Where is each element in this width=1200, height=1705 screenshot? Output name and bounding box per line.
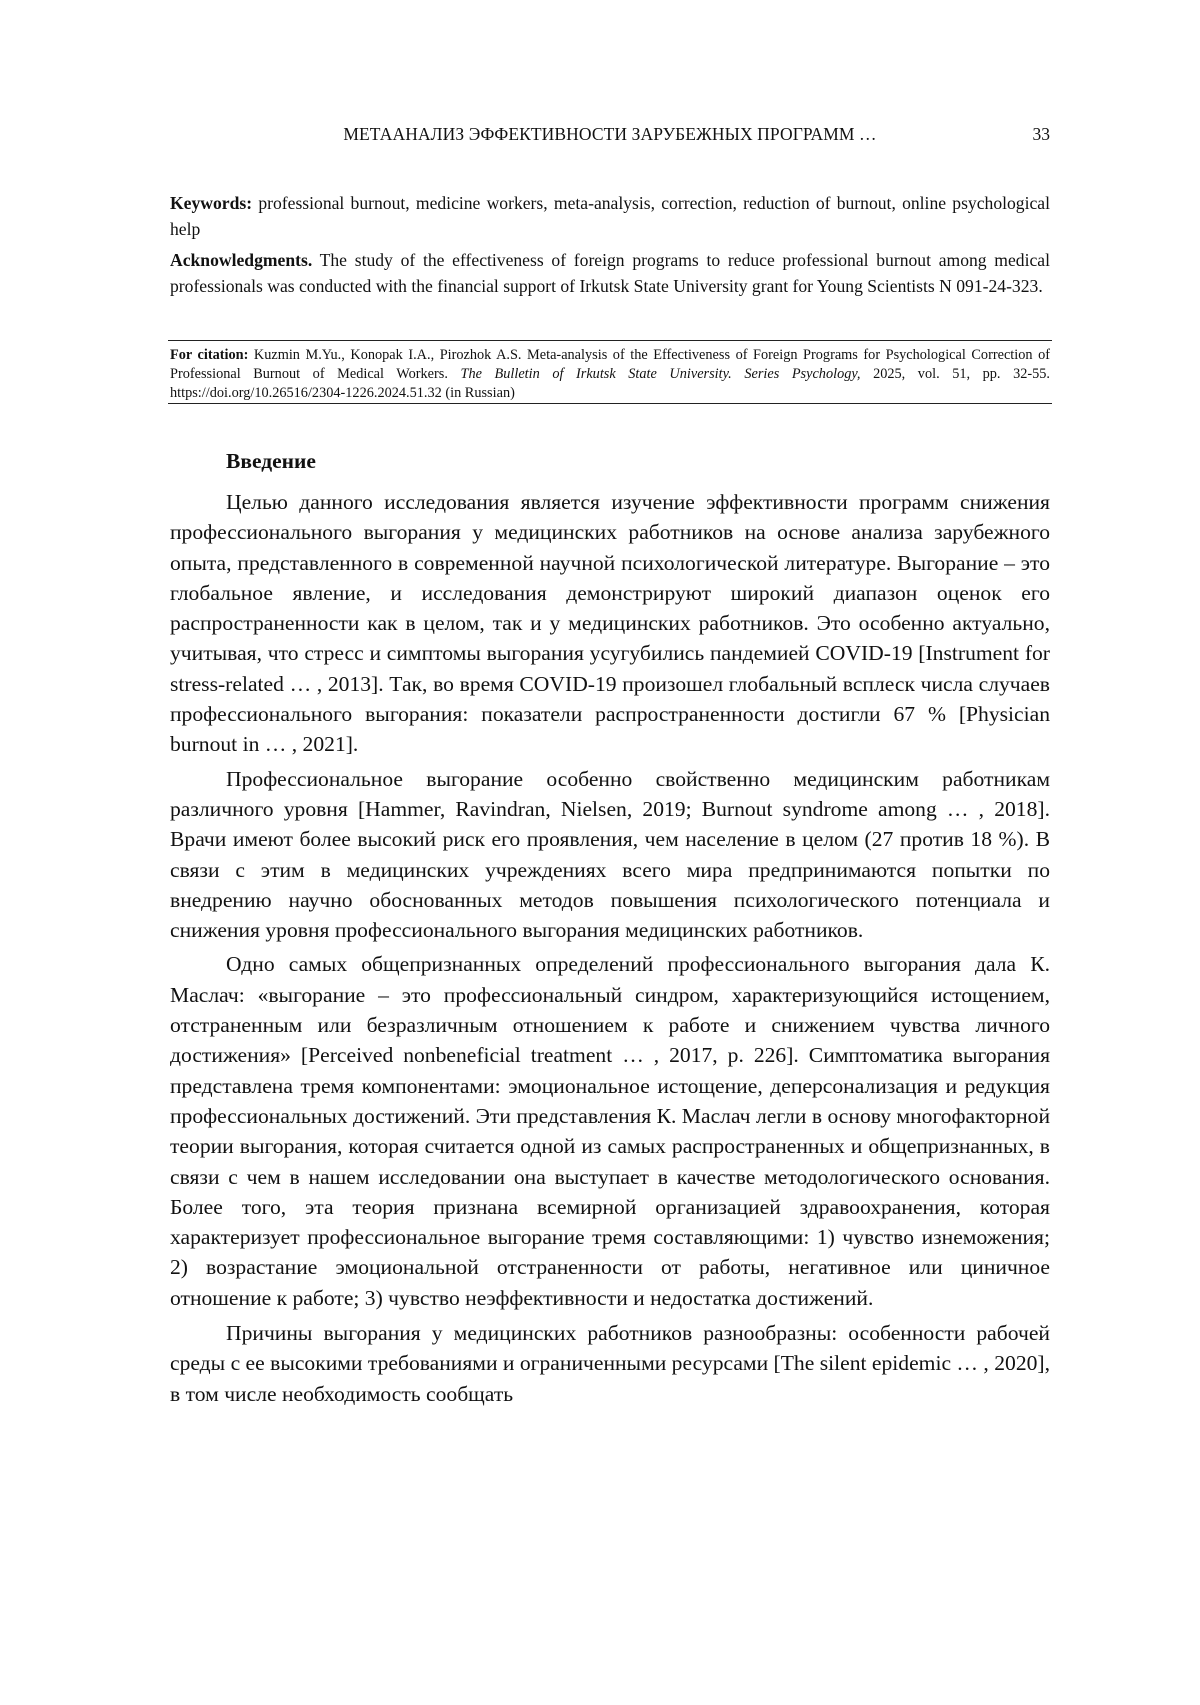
citation-text — [170, 346, 1050, 402]
running-title: МЕТААНАЛИЗ ЭФФЕКТИВНОСТИ ЗАРУБЕЖНЫХ ПРОГРАММ … — [343, 124, 877, 144]
paragraph: Целью данного исследования является изучение эффективности программ снижения профессионального выгорания у медицинских работников на основе анализа зарубежного опыта, представленного в современной научной психологической литературе. Выгорание – это глобальное явление, и исследования демонстрируют широкий диапазон оценок его распространенности как в целом, так и у медицинских работников. Это особенно актуально, учитывая, что стресс и симптомы выгорания усугубились пандемией COVID-19 [Instrument for stress-related … , 2013]. Так, во время COVID-19 произошел глобальный всплеск числа случаев профессионального выгорания: показатели распространенности достигли 67 % [Physician burnout in … , 2021]. — [170, 490, 1050, 757]
acknowledgments-block — [170, 248, 1050, 299]
citation-journal: The Bulletin of Irkutsk State University. Series Psychology, — [460, 365, 861, 382]
paragraph: Причины выгорания у медицинских работников разнообразны: особенности рабочей среды с ее высокими требованиями и ограниченными ресурсами [The silent epidemic … , 2020], в том числе необходимость сообщать — [170, 1321, 1050, 1406]
keywords-text: professional burnout, medicine workers, meta-analysis, correction, reduction of burnout, online psychological help — [170, 193, 1050, 239]
paragraph: Одно самых общепризнанных определений профессионального выгорания дала К. Маслач: «выгорание – это профессиональный синдром, характеризующийся истощением, отстраненным или безразличным отношением к работе и снижением чувства личного достижения» [Perceived nonbeneficial treatment … , 2017, p. 226]. Симптоматика выгорания представлена тремя компонентами: эмоциональное истощение, деперсонализация и редукция профессиональных достижений. Эти представления К. Маслач легли в основу многофакторной теории выгорания, которая считается одной из самых распространенных и общепризнанных, в связи с чем в нашем исследовании она выступает в качестве методологического основания. Более того, эта теория признана всемирной организацией здравоохранения, которая характеризует профессиональное выгорание тремя составляющими: 1) чувство изнеможения; 2) возрастание эмоциональной отстраненности от работы, негативное или циничное отношение к работе; 3) чувство неэффективности и недостатка достижений. — [170, 952, 1050, 1310]
acknowledgments-text: The study of the effectiveness of foreign programs to reduce professional burnout among medical professionals was conducted with the financial support of Irkutsk State University grant for Young Scientists N 091-24-323. — [170, 250, 1050, 296]
page-number: 33 — [1032, 124, 1050, 144]
acknowledgments-label: Acknowledgments. — [170, 250, 313, 270]
section-heading: Введение — [226, 449, 316, 473]
running-header — [170, 124, 1050, 148]
keywords-block — [170, 191, 1050, 242]
citation-box — [168, 340, 1052, 404]
paragraph: Профессиональное выгорание особенно свойственно медицинским работникам различного уровня [Hammer, Ravindran, Nielsen, 2019; Burnout syndrome among … , 2018]. Врачи имеют более высокий риск его проявления, чем население в целом (27 против 18 %). В связи с этим в медицинских учреждениях всего мира предпринимаются попытки по внедрению научно обоснованных методов повышения психологического потенциала и снижения уровня профессионального выгорания медицинских работников. — [170, 766, 1050, 943]
citation-label: For citation: — [170, 347, 249, 363]
keywords-label: Keywords: — [170, 193, 253, 213]
citation-details: 2025, vol. 51, pp. 32-55. https://doi.org/10.26516/2304-1226.2024.51.32 (in Russian) — [170, 365, 1051, 401]
body-text — [170, 487, 1050, 1409]
citation-authors-title: Kuzmin M.Yu., Konopak I.A., Pirozhok A.S. Meta-analysis of the Effectiveness of Foreign Programs for Psychological Correction of Professional Burnout of Medical Workers. — [170, 347, 1050, 382]
